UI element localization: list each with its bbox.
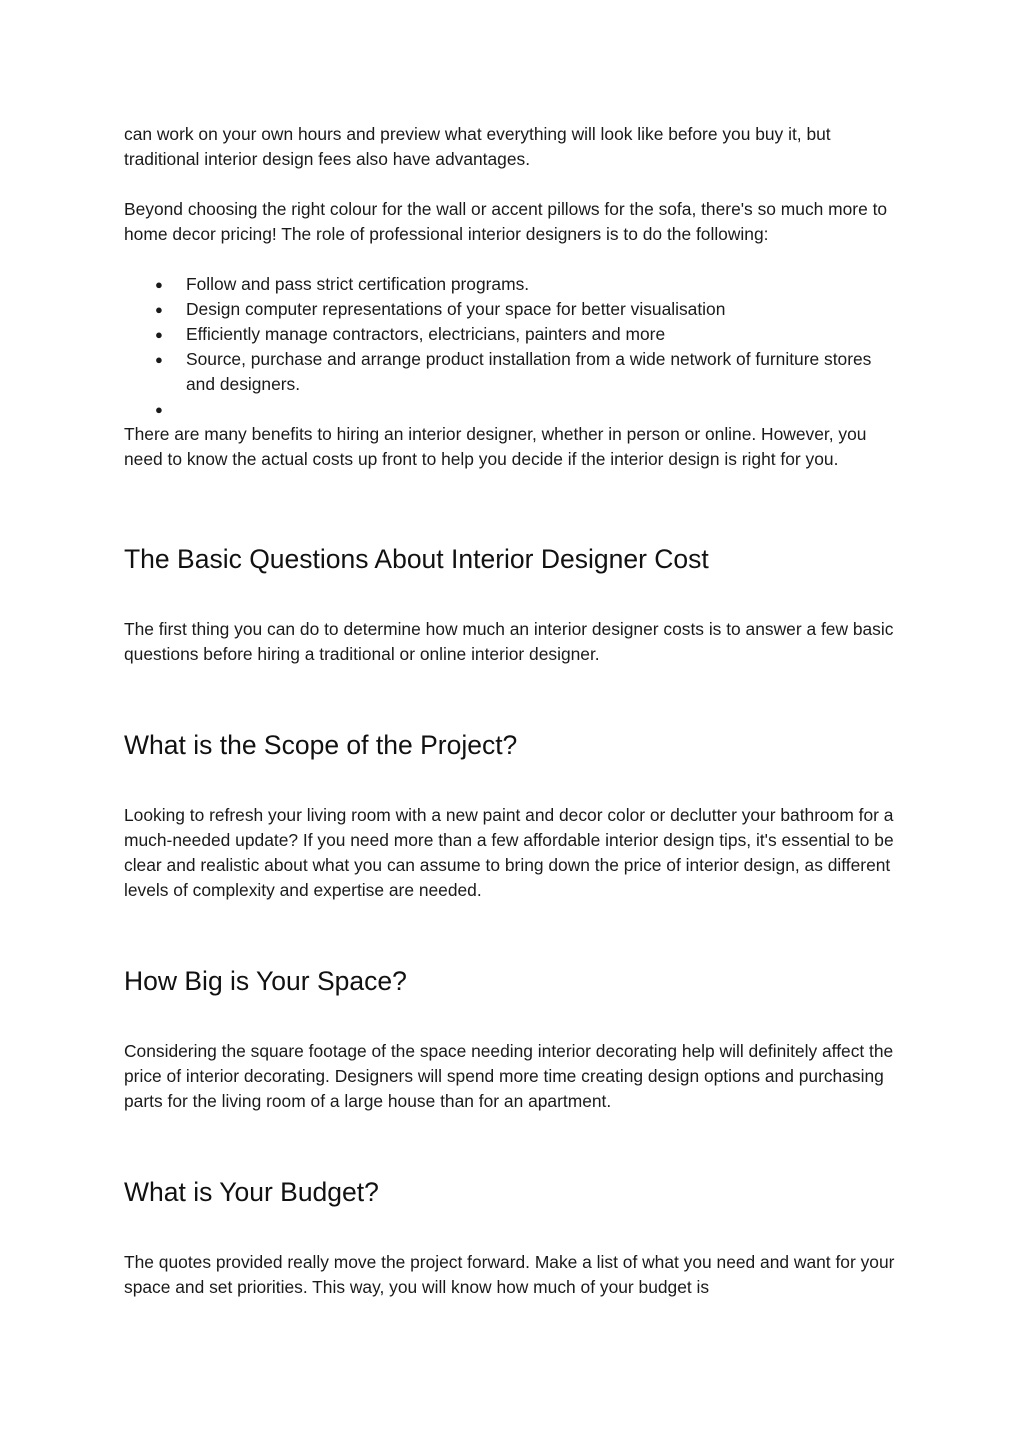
list-item-text: Efficiently manage contractors, electricians, painters and more xyxy=(186,324,666,344)
list-item xyxy=(124,297,904,322)
benefits-paragraph: There are many benefits to hiring an interior designer, whether in person or online. However, you need to know the actual costs up front to help you decide if the interior design is right for you. xyxy=(124,424,867,469)
section-heading-space-size: How Big is Your Space? xyxy=(124,966,407,996)
list-item-text: Design computer representations of your space for better visualisation xyxy=(186,299,726,319)
intro-paragraph: can work on your own hours and preview what everything will look like before you buy it, but traditional interior design fees also have advantages. xyxy=(124,124,831,169)
section-body-budget: The quotes provided really move the project forward. Make a list of what you need and want for your space and set priorities. This way, you will know how much of your budget is xyxy=(124,1252,895,1297)
list-item xyxy=(124,397,904,422)
section-body-space-size: Considering the square footage of the space needing interior decorating help will definitely affect the price of interior decorating. Designers will spend more time creating design options and purchasing parts for the living room of a large house than for an apartment. xyxy=(124,1041,894,1111)
section-heading-basic-questions: The Basic Questions About Interior Designer Cost xyxy=(124,544,709,574)
list-item xyxy=(124,322,904,347)
section-heading-scope: What is the Scope of the Project? xyxy=(124,730,518,760)
section-body-basic-questions: The first thing you can do to determine how much an interior designer costs is to answer a few basic questions before hiring a traditional or online interior designer. xyxy=(124,619,894,664)
designer-duties-list xyxy=(124,272,904,422)
bullet-icon: ● xyxy=(155,302,163,317)
bullet-icon: ● xyxy=(155,402,163,417)
list-item xyxy=(124,272,904,297)
bullet-icon: ● xyxy=(155,277,163,292)
list-item-text: Follow and pass strict certification programs. xyxy=(186,274,530,294)
document-page xyxy=(124,122,904,1300)
role-paragraph: Beyond choosing the right colour for the wall or accent pillows for the sofa, there's so much more to home decor pricing! The role of professional interior designers is to do the following: xyxy=(124,199,888,244)
section-body-scope: Looking to refresh your living room with a new paint and decor color or declutter your bathroom for a much-needed update? If you need more than a few affordable interior design tips, it's essential to be clear and realistic about what you can assume to bring down the price of interior design, as different levels of complexity and expertise are needed. xyxy=(124,805,894,900)
bullet-icon: ● xyxy=(155,327,163,342)
section-heading-budget: What is Your Budget? xyxy=(124,1177,379,1207)
bullet-icon: ● xyxy=(155,352,163,367)
list-item xyxy=(124,347,904,397)
list-item-text: Source, purchase and arrange product installation from a wide network of furniture stores and designers. xyxy=(186,349,872,394)
